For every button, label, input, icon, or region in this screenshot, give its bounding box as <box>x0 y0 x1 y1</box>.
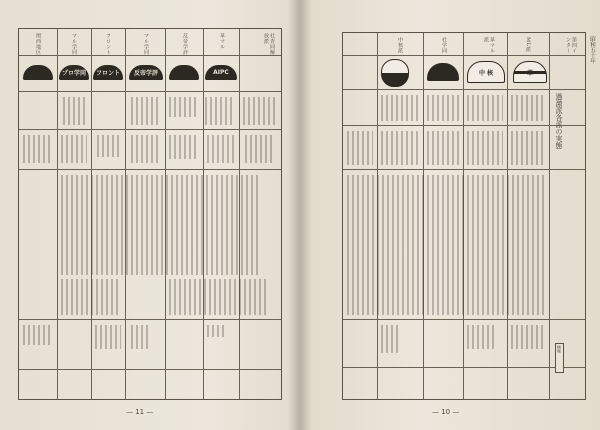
helmet-icon: 反帝学評 <box>129 65 163 80</box>
column-header: 革マル派 <box>483 37 495 54</box>
text-block <box>245 135 275 163</box>
text-block <box>205 97 235 125</box>
text-block <box>63 97 87 125</box>
page-number: — 10 — <box>432 408 460 416</box>
text-block <box>207 135 235 163</box>
column-header: 革マル <box>219 33 225 50</box>
text-block <box>427 95 459 121</box>
text-block <box>97 135 121 157</box>
margin-heading: 昭和五十年 <box>589 36 595 64</box>
column-header: マル学同 <box>143 33 149 55</box>
left-table <box>18 28 282 400</box>
row-divider <box>19 129 281 130</box>
column-header: 中核派 <box>397 37 403 54</box>
left-page <box>0 0 298 430</box>
column-header: 社学同 <box>441 37 447 54</box>
text-block <box>61 135 87 163</box>
text-block <box>467 131 503 165</box>
text-block <box>243 97 277 125</box>
column-header: マル学同 <box>71 33 77 55</box>
row-divider <box>19 91 281 92</box>
page-number: — 11 — <box>126 408 154 416</box>
helmet-icon <box>23 65 53 80</box>
helmet-icon <box>381 59 409 87</box>
body-text <box>61 175 261 275</box>
text-block <box>207 325 227 337</box>
column-divider <box>57 29 58 399</box>
row-divider <box>19 319 281 320</box>
text-block <box>131 97 161 125</box>
right-table <box>342 32 586 400</box>
text-block <box>511 325 543 349</box>
row-divider <box>19 369 281 370</box>
row-divider <box>19 55 281 56</box>
text-block <box>467 325 497 349</box>
column-header: 反帝学評 <box>182 33 188 55</box>
text-block <box>131 135 161 163</box>
text-block <box>381 95 419 121</box>
text-block <box>169 97 199 117</box>
text-block <box>95 325 121 349</box>
helmet-icon: 革 <box>513 61 547 83</box>
column-header: ML派 <box>525 37 531 52</box>
helmet-icon: 中 核 <box>467 61 505 83</box>
body-text <box>61 279 121 315</box>
text-block <box>23 325 53 345</box>
column-header: フロント <box>105 33 111 55</box>
text-block <box>381 325 401 353</box>
text-block <box>131 325 151 349</box>
column-header: 第四インター <box>565 37 577 54</box>
text-block <box>467 95 503 121</box>
text-block <box>511 95 545 121</box>
text-block <box>381 131 419 165</box>
text-block <box>347 131 373 165</box>
text-block <box>169 135 199 159</box>
right-page <box>302 0 600 430</box>
stamp: 極秘 <box>555 343 564 373</box>
column-header: 関西地区 <box>35 33 41 55</box>
text-block <box>23 135 53 163</box>
section-heading: 過激派各派の実態 <box>555 93 563 149</box>
helmet-icon: フロント <box>93 65 123 80</box>
body-text <box>169 279 269 315</box>
helmet-icon <box>427 63 459 81</box>
text-block <box>427 131 459 165</box>
body-text <box>347 175 547 315</box>
text-block <box>511 131 545 165</box>
helmet-icon: AIPC <box>205 65 237 80</box>
column-divider <box>549 33 550 399</box>
column-header: 社青同解放派 <box>263 33 275 55</box>
row-divider <box>19 169 281 170</box>
helmet-icon: プロ学同 <box>59 65 89 80</box>
helmet-icon <box>169 65 199 80</box>
